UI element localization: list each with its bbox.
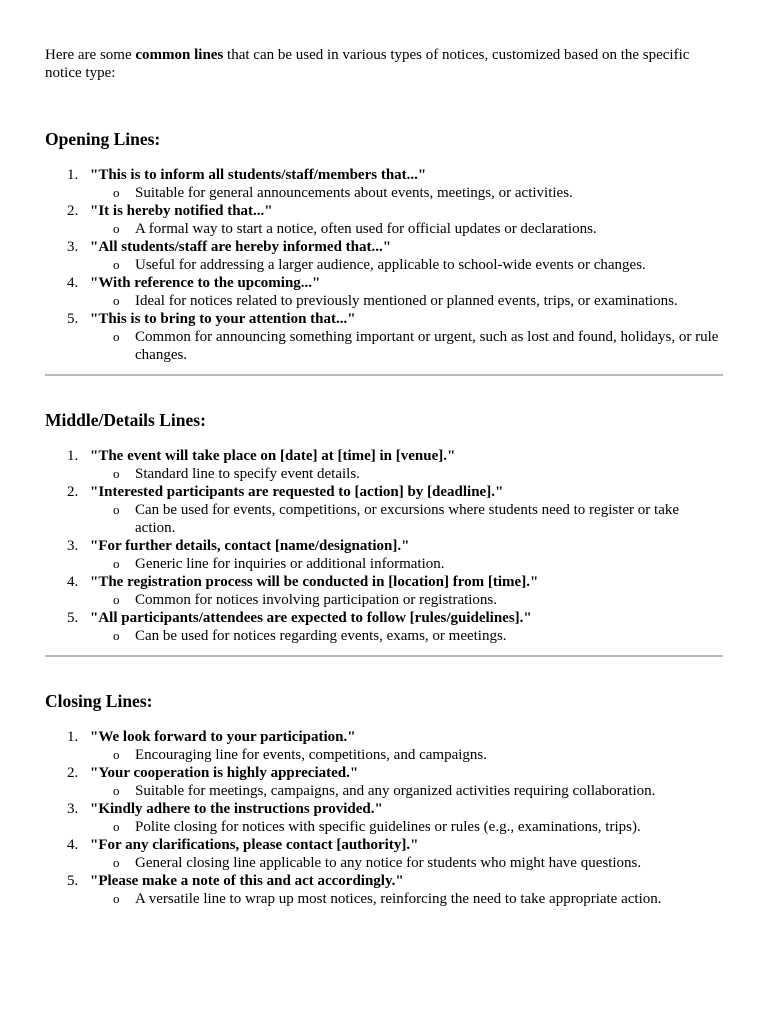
circle-bullet-icon: o [113, 891, 120, 906]
sub-list [90, 854, 723, 872]
sub-list-item [90, 627, 723, 645]
sub-list-item [90, 782, 723, 800]
section-closing-lines [45, 691, 723, 908]
item-title: "Kindly adhere to the instructions provided." [90, 801, 383, 817]
item-number: 1. [67, 448, 79, 464]
sub-list-item [90, 854, 723, 872]
list-item [45, 800, 723, 836]
intro-bold: common lines [135, 47, 224, 63]
list-item [45, 728, 723, 764]
list-item [45, 573, 723, 609]
intro-paragraph [45, 46, 723, 82]
item-number: 5. [67, 311, 79, 327]
spacer [45, 94, 723, 129]
item-number: 1. [67, 167, 79, 183]
list-item [45, 202, 723, 238]
item-description: Can be used for events, competitions, or excursions where students need to register or take action. [135, 502, 680, 536]
item-description: Ideal for notices related to previously mentioned or planned events, trips, or examinations. [135, 293, 678, 309]
circle-bullet-icon: o [113, 819, 120, 834]
section-heading: Opening Lines: [45, 129, 161, 149]
numbered-list [45, 166, 723, 364]
circle-bullet-icon: o [113, 293, 120, 308]
item-number: 5. [67, 873, 79, 889]
section-middle-details-lines [45, 410, 723, 657]
section-opening-lines [45, 129, 723, 376]
circle-bullet-icon: o [113, 257, 120, 272]
sub-list [90, 220, 723, 238]
list-item [45, 310, 723, 364]
item-description: Suitable for general announcements about events, meetings, or activities. [135, 185, 573, 201]
sub-list-item [90, 292, 723, 310]
item-number: 4. [67, 837, 79, 853]
list-item [45, 166, 723, 202]
circle-bullet-icon: o [113, 185, 120, 200]
circle-bullet-icon: o [113, 556, 120, 571]
item-description: Common for notices involving participation or registrations. [135, 592, 498, 608]
item-number: 4. [67, 574, 79, 590]
sub-list [90, 782, 723, 800]
item-title: "The event will take place on [date] at [time] in [venue]." [90, 448, 456, 464]
sub-list-item [90, 328, 723, 364]
item-title: "Your cooperation is highly appreciated." [90, 765, 359, 781]
item-number: 5. [67, 610, 79, 626]
item-title: "It is hereby notified that..." [90, 203, 273, 219]
circle-bullet-icon: o [113, 221, 120, 236]
circle-bullet-icon: o [113, 855, 120, 870]
item-number: 2. [67, 765, 79, 781]
sub-list [90, 818, 723, 836]
item-description: Can be used for notices regarding events, exams, or meetings. [135, 628, 507, 644]
circle-bullet-icon: o [113, 783, 120, 798]
sub-list [90, 555, 723, 573]
sub-list-item [90, 746, 723, 764]
intro-suffix: that can be used in various types of notices, customized based on the specific notice type: [45, 47, 690, 81]
spacer [45, 657, 723, 691]
list-item [45, 537, 723, 573]
item-description: A formal way to start a notice, often used for official updates or declarations. [135, 221, 597, 237]
sub-list-item [90, 184, 723, 202]
circle-bullet-icon: o [113, 502, 120, 517]
item-title: "Interested participants are requested to [action] by [deadline]." [90, 484, 504, 500]
item-number: 3. [67, 801, 79, 817]
spacer [45, 376, 723, 410]
sub-list [90, 465, 723, 483]
section-heading: Closing Lines: [45, 691, 153, 711]
item-number: 3. [67, 239, 79, 255]
list-item [45, 764, 723, 800]
sub-list [90, 184, 723, 202]
item-title: "For any clarifications, please contact [authority]." [90, 837, 419, 853]
item-description: Polite closing for notices with specific guidelines or rules (e.g., examinations, trips). [135, 819, 641, 835]
item-description: General closing line applicable to any notice for students who might have questions. [135, 855, 642, 871]
sub-list [90, 256, 723, 274]
sub-list-item [90, 501, 723, 537]
sub-list-item [90, 256, 723, 274]
sub-list-item [90, 220, 723, 238]
circle-bullet-icon: o [113, 466, 120, 481]
sub-list [90, 746, 723, 764]
list-item [45, 872, 723, 908]
list-item [45, 609, 723, 645]
item-title: "The registration process will be conducted in [location] from [time]." [90, 574, 539, 590]
item-number: 1. [67, 729, 79, 745]
sub-list-item [90, 591, 723, 609]
circle-bullet-icon: o [113, 592, 120, 607]
sub-list-item [90, 890, 723, 908]
list-item [45, 447, 723, 483]
item-title: "Please make a note of this and act accordingly." [90, 873, 404, 889]
item-description: Standard line to specify event details. [135, 466, 360, 482]
sub-list [90, 292, 723, 310]
item-title: "We look forward to your participation." [90, 729, 356, 745]
item-number: 3. [67, 538, 79, 554]
list-item [45, 274, 723, 310]
sub-list-item [90, 818, 723, 836]
item-description: Useful for addressing a larger audience, applicable to school-wide events or changes. [135, 257, 646, 273]
circle-bullet-icon: o [113, 747, 120, 762]
circle-bullet-icon: o [113, 628, 120, 643]
item-title: "This is to inform all students/staff/members that..." [90, 167, 427, 183]
numbered-list [45, 447, 723, 645]
circle-bullet-icon: o [113, 329, 120, 344]
item-number: 2. [67, 203, 79, 219]
item-description: A versatile line to wrap up most notices, reinforcing the need to take appropriate action. [135, 891, 662, 907]
section-heading: Middle/Details Lines: [45, 410, 206, 430]
list-item [45, 238, 723, 274]
sub-list-item [90, 465, 723, 483]
sub-list [90, 591, 723, 609]
intro-prefix: Here are some [45, 47, 136, 63]
item-title: "All students/staff are hereby informed that..." [90, 239, 392, 255]
item-description: Generic line for inquiries or additional information. [135, 556, 445, 572]
item-title: "For further details, contact [name/designation]." [90, 538, 410, 554]
numbered-list [45, 728, 723, 908]
item-number: 2. [67, 484, 79, 500]
sub-list [90, 328, 723, 364]
item-title: "With reference to the upcoming..." [90, 275, 321, 291]
sub-list [90, 501, 723, 537]
list-item [45, 483, 723, 537]
item-description: Common for announcing something important or urgent, such as lost and found, holidays, or rule changes. [135, 329, 719, 363]
item-number: 4. [67, 275, 79, 291]
sub-list [90, 627, 723, 645]
sub-list [90, 890, 723, 908]
sub-list-item [90, 555, 723, 573]
item-description: Encouraging line for events, competitions, and campaigns. [135, 747, 487, 763]
item-title: "All participants/attendees are expected to follow [rules/guidelines]." [90, 610, 532, 626]
item-description: Suitable for meetings, campaigns, and any organized activities requiring collaboration. [135, 783, 656, 799]
list-item [45, 836, 723, 872]
item-title: "This is to bring to your attention that..." [90, 311, 356, 327]
